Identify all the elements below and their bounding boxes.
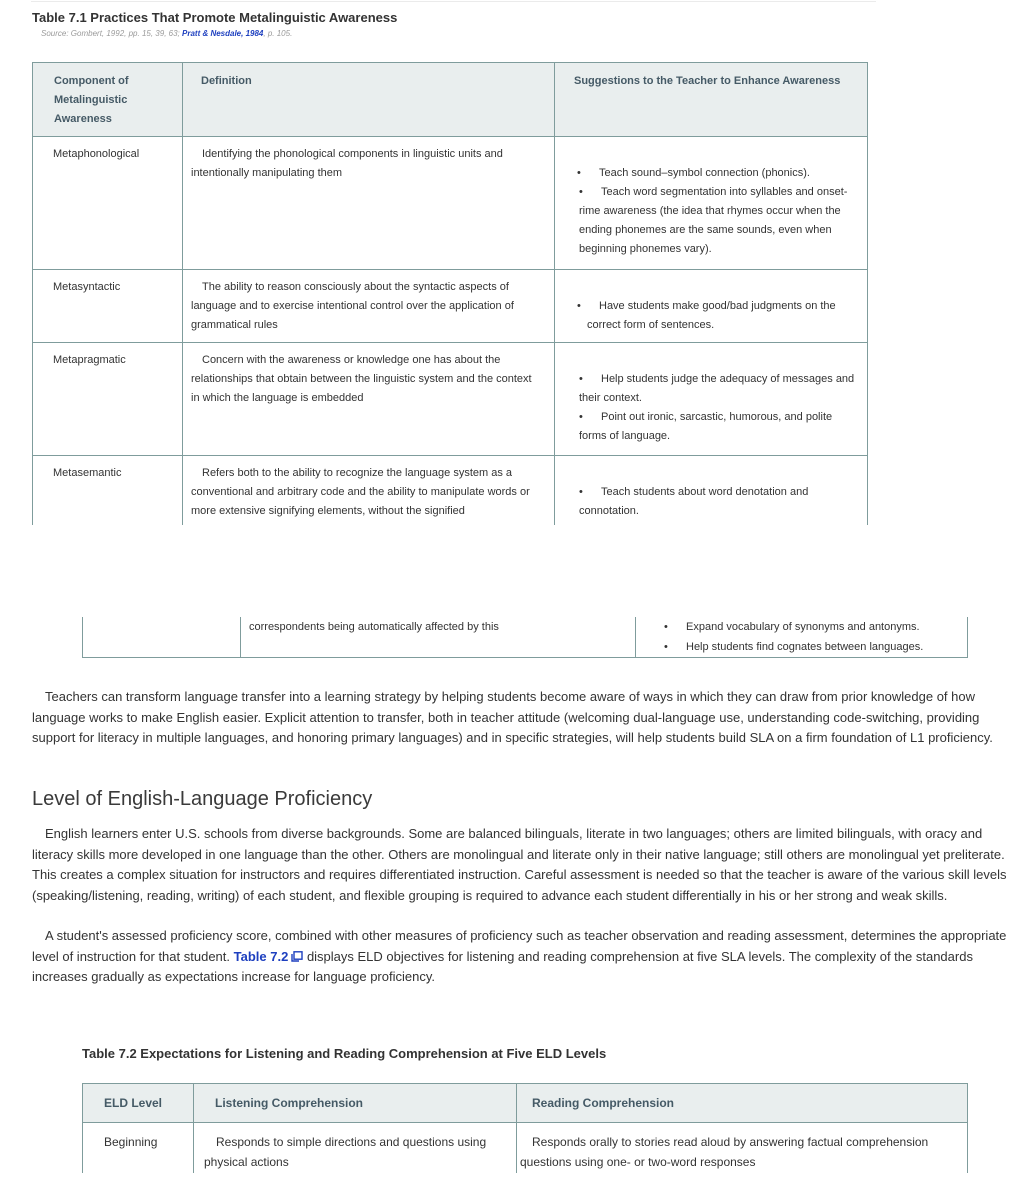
cell-level: Beginning (83, 1123, 194, 1174)
cell-suggestions (555, 137, 868, 270)
table-row (33, 343, 868, 456)
list-item: • Have students make good/bad judgments on the correct form of sentences. (577, 300, 836, 331)
cell-suggestions (636, 617, 968, 658)
table-row (83, 1123, 968, 1174)
table-row (33, 456, 868, 526)
header-reading: Reading Comprehension (517, 1084, 968, 1123)
cell-listening: Responds to simple directions and questions using physical actions (194, 1123, 517, 1174)
paragraph: A student's assessed proficiency score, combined with other measures of proficiency such as teacher observation and reading assessment, determines the appropriate level of instruction for that student. Table 7.2 displays ELD objectives for listening and reading comprehension at five SLA levels. The complexity of the standards increases gradually as expectations increase for language proficiency. (32, 928, 1007, 984)
cell-reading: Responds orally to stories read aloud by answering factual comprehension questions using one- or two-word responses (517, 1123, 968, 1174)
table-title: Table 7.1 Practices That Promote Metalinguistic Awareness (32, 10, 398, 25)
list-item: • Expand vocabulary of synonyms and antonyms. (664, 621, 920, 633)
header-component: Component of Metalinguistic Awareness (33, 63, 183, 137)
paragraph: English learners enter U.S. schools from diverse backgrounds. Some are balanced bilinguals, literate in two languages; others are limited bilinguals, with oracy and literacy skills more developed in one language than the other. Others are monolingual and literate only in their native language; still others are monolingual yet preliterate. This creates a complex situation for instructors and requires differentiated instruction. Careful assessment is needed so that the teacher is aware of the various skill levels (speaking/listening, reading, writing) of each student, and flexible grouping is required to advance each student differentially in his or her strong and weak skills. (32, 826, 1007, 903)
header-definition: Definition (183, 63, 555, 137)
cell-component: Metasemantic (33, 456, 183, 526)
cell-definition: Identifying the phonological components in linguistic units and intentionally manipulating them (183, 137, 555, 270)
external-link-icon[interactable] (291, 948, 303, 959)
cell-definition: Concern with the awareness or knowledge one has about the relationships that obtain between the linguistic system and the context in which the language is embedded (183, 343, 555, 456)
list-item: • Teach word segmentation into syllables and onset-rime awareness (the idea that rhymes occur when the ending phonemes are the same sounds, even when beginning phonemes vary). (579, 186, 848, 255)
table-header-row (83, 1084, 968, 1123)
cell-definition: The ability to reason consciously about the syntactic aspects of language and to exercise intentional control over the application of grammatical rules (183, 270, 555, 343)
cell-definition: correspondents being automatically affected by this (241, 617, 636, 658)
header-eld-level: ELD Level (83, 1084, 194, 1123)
cell-suggestions (555, 270, 868, 343)
list-item: • Teach students about word denotation and connotation. (579, 486, 809, 517)
cell-suggestions (555, 343, 868, 456)
metalinguistic-table-continued (82, 617, 968, 658)
header-suggestions: Suggestions to the Teacher to Enhance Awareness (555, 63, 868, 137)
source-suffix: , p. 105. (263, 29, 293, 38)
table-7-2-link[interactable]: Table 7.2 (233, 948, 289, 964)
table-header-row (33, 63, 868, 137)
header-listening: Listening Comprehension (194, 1084, 517, 1123)
source-citation-link[interactable]: Pratt & Nesdale, 1984 (182, 29, 264, 38)
metalinguistic-table (32, 62, 868, 525)
table-row (33, 270, 868, 343)
table1-viewport (0, 0, 1021, 525)
list-item: • Point out ironic, sarcastic, humorous, and polite forms of language. (579, 411, 833, 442)
source-text: Source: Gombert, 1992, pp. 15, 39, 63; (41, 29, 180, 38)
section-heading: Level of English-Language Proficiency (32, 788, 373, 810)
cell-definition: Refers both to the ability to recognize the language system as a conventional and arbitrary code and the ability to manipulate words or more extensive signifying elements, without the signified (183, 456, 555, 526)
table-title: Table 7.2 Expectations for Listening and Reading Comprehension at Five ELD Levels (82, 1046, 607, 1061)
list-item: • Help students judge the adequacy of messages and their context. (579, 373, 855, 404)
cell-component: Metapragmatic (33, 343, 183, 456)
eld-levels-table (82, 1083, 968, 1173)
cell-suggestions (555, 456, 868, 526)
cell-component: Metasyntactic (33, 270, 183, 343)
cell-component (83, 617, 241, 658)
table2-viewport (0, 1040, 1021, 1173)
cell-component: Metaphonological (33, 137, 183, 270)
table-row (83, 617, 968, 658)
paragraph: Teachers can transform language transfer into a learning strategy by helping students become aware of ways in which they can draw from prior knowledge of how language works to make English easier. Explicit attention to transfer, both in teacher attitude (welcoming dual-language use, understanding code-switching, providing support for literacy in multiple languages, and honoring primary languages) and in specific strategies, will help students build SLA on a firm foundation of L1 proficiency. (32, 689, 993, 745)
list-item: • Teach sound–symbol connection (phonics). (577, 167, 810, 179)
table-row (33, 137, 868, 270)
list-item: • Help students find cognates between languages. (664, 641, 924, 653)
